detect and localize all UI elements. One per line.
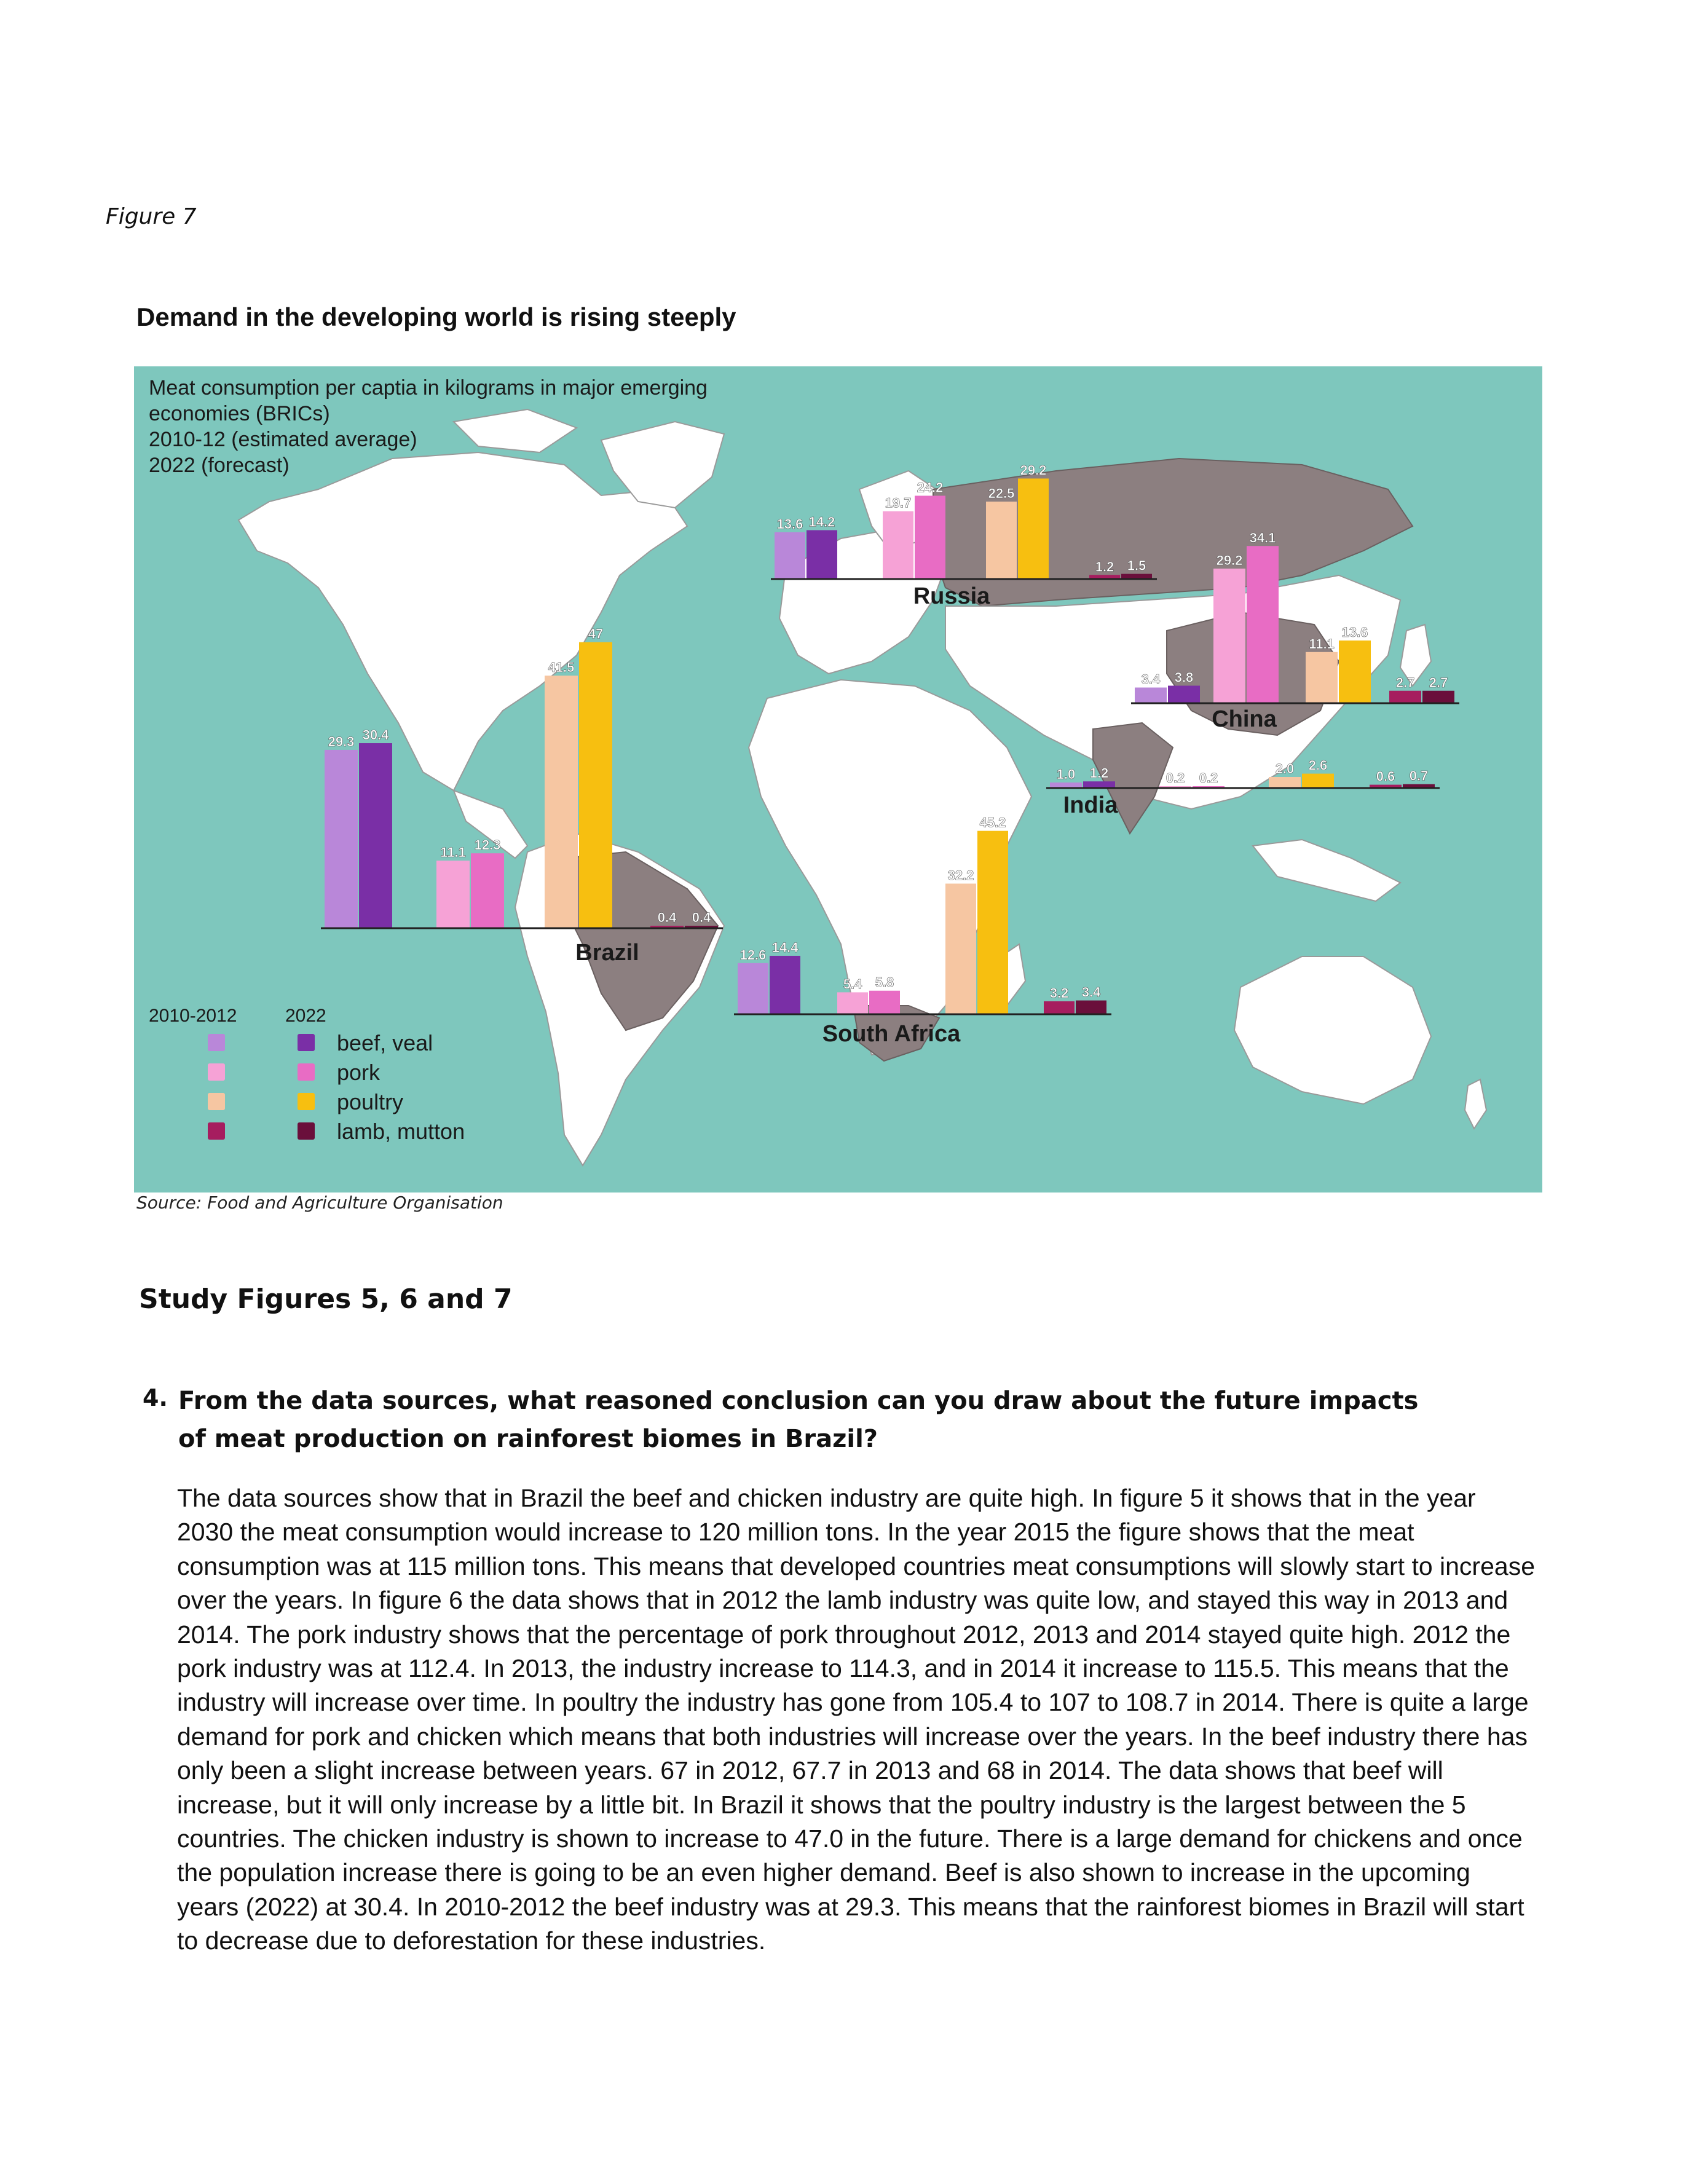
bar-china-pork-2022 [1247, 546, 1279, 703]
data-label-brazil: 12.3 [474, 837, 501, 853]
data-label-russia: 13.6 [776, 516, 803, 532]
country-label-india: India [1063, 792, 1118, 818]
bar-brazil-beef-veal-2010 [325, 750, 358, 928]
data-label-russia: 1.5 [1127, 558, 1146, 574]
data-label-india: 2.6 [1308, 757, 1328, 773]
data-label-india: 0.2 [1165, 770, 1185, 786]
data-label-china: 29.2 [1216, 553, 1243, 568]
data-label-south-africa: 5.8 [875, 974, 894, 990]
legend-swatch-lamb-2022 [298, 1122, 315, 1140]
legend-label-beef: beef, veal [337, 1030, 433, 1055]
legend-swatch-pork-2022 [298, 1063, 315, 1081]
data-label-russia: 19.7 [885, 495, 912, 511]
country-label-brazil: Brazil [575, 940, 639, 966]
data-label-south-africa: 5.4 [843, 976, 862, 992]
bar-south-africa-beef-veal-2010 [738, 963, 768, 1014]
study-heading: Study Figures 5, 6 and 7 [139, 1283, 513, 1315]
data-label-china: 13.6 [1341, 625, 1368, 640]
data-label-brazil: 30.4 [362, 727, 389, 743]
legend-swatch-lamb-2010 [208, 1122, 225, 1140]
bar-russia-pork-2010 [883, 511, 913, 579]
legend-swatch-poultry-2022 [298, 1093, 315, 1110]
data-label-china: 3.4 [1141, 671, 1161, 687]
bar-south-africa-beef-veal-2022 [770, 956, 800, 1014]
bar-south-africa-poultry-2010 [945, 883, 976, 1014]
bar-brazil-poultry-2022 [579, 642, 612, 928]
map-subtitle-line: Meat consumption per captia in kilograms in major emerging [149, 376, 708, 400]
map-subtitle-line: 2010-12 (estimated average) [149, 428, 417, 451]
data-label-brazil: 11.1 [440, 845, 466, 861]
data-label-india: 1.2 [1089, 765, 1109, 781]
map-subtitle [149, 375, 708, 478]
data-label-south-africa: 14.4 [771, 939, 799, 955]
legend-label-poultry: poultry [337, 1089, 404, 1114]
answer-text: The data sources show that in Brazil the beef and chicken industry are quite high. In figure 5 it shows that in the year 2030 the meat consumption would increase to 120 million tons. In the year 2015 the figure shows that the meat consumption was at 115 million tons. This means that developed countries meat consumptions will slowly start to increase over the years. In figure 6 the data shows that in 2012 the lamb industry was quite low, and stayed this way in 2013 and 2014. The pork industry shows that the percentage of pork throughout 2012, 2013 and 2014 stayed quite high. 2012 the pork industry was at 112.4. In 2013, the industry increase to 114.3, and in 2014 it increase to 115.5. This means that the industry will increase over time. In poultry the industry has gone from 105.4 to 107 to 108.7 in 2014. There is quite a large demand for pork and chicken which means that both industries will increase over the years. In the beef industry there has only been a slight increase between years. 67 in 2012, 67.7 in 2013 and 68 in 2014. The data shows that beef will increase, but it will only increase by a little bit. In Brazil it shows that the poultry industry is the largest between the 5 countries. The chicken industry is shown to increase to 47.0 in the future. There is a large demand for chickens and once the population increase there is going to be an even higher demand. Beef is also shown to increase in the upcoming years (2022) at 30.4. In 2010-2012 the beef industry was at 29.3. This means that the rainforest biomes in Brazil will start to decrease due to deforestation for these industries. [177, 1484, 1535, 1955]
question-text: From the data sources, what reasoned conclusion can you draw about the future impacts of meat production on rainforest biomes in Brazil? [178, 1387, 1419, 1453]
bar-china-lamb-mutton-2022 [1422, 691, 1454, 703]
bar-south-africa-pork-2010 [837, 992, 868, 1014]
data-label-south-africa: 3.4 [1081, 984, 1101, 1000]
bar-south-africa-poultry-2022 [977, 831, 1008, 1014]
figure-label: Figure 7 [106, 204, 197, 229]
data-label-russia: 22.5 [988, 486, 1015, 501]
bar-south-africa-lamb-mutton-2010 [1044, 1001, 1075, 1014]
data-label-india: 1.0 [1056, 767, 1076, 782]
data-label-india: 0.2 [1199, 770, 1218, 786]
bar-china-poultry-2010 [1306, 652, 1338, 703]
bar-india-poultry-2022 [1302, 774, 1334, 788]
legend-swatch-beef-2022 [298, 1034, 315, 1051]
bar-south-africa-pork-2022 [869, 991, 900, 1014]
legend-swatch-poultry-2010 [208, 1093, 225, 1110]
bric-map-chart [134, 366, 1542, 1193]
bar-brazil-poultry-2010 [545, 676, 578, 928]
source-note: Source: Food and Agriculture Organisation [136, 1193, 503, 1213]
figure-title: Demand in the developing world is rising steeply [136, 302, 736, 331]
data-label-india: 0.6 [1376, 768, 1395, 784]
data-label-south-africa: 45.2 [979, 814, 1006, 830]
data-label-south-africa: 32.2 [947, 867, 974, 883]
bar-russia-beef-veal-2010 [775, 532, 805, 579]
data-label-brazil: 0.4 [692, 910, 711, 926]
bar-china-poultry-2022 [1339, 641, 1371, 703]
bar-brazil-beef-veal-2022 [359, 743, 392, 928]
data-label-china: 2.7 [1395, 674, 1415, 690]
country-label-russia: Russia [913, 583, 990, 609]
country-label-south-africa: South Africa [822, 1021, 961, 1047]
bar-brazil-pork-2010 [436, 861, 470, 928]
data-label-india: 2.0 [1275, 761, 1295, 776]
data-label-china: 34.1 [1249, 530, 1276, 546]
question-number: 4. [143, 1384, 168, 1411]
data-label-south-africa: 12.6 [739, 947, 767, 963]
bar-india-beef-veal-2022 [1083, 781, 1115, 788]
data-label-india: 0.7 [1409, 768, 1429, 784]
legend-period-b: 2022 [285, 1006, 326, 1026]
bar-india-poultry-2010 [1269, 777, 1301, 788]
data-label-china: 3.8 [1174, 669, 1194, 685]
legend-label-pork: pork [337, 1060, 381, 1085]
bar-russia-poultry-2010 [986, 502, 1017, 579]
data-label-russia: 1.2 [1095, 559, 1114, 575]
data-label-russia: 29.2 [1020, 462, 1047, 478]
bar-russia-pork-2022 [915, 495, 945, 579]
bar-china-beef-veal-2010 [1135, 688, 1167, 704]
bar-south-africa-lamb-mutton-2022 [1076, 1001, 1106, 1014]
bar-china-beef-veal-2022 [1168, 686, 1200, 704]
data-label-brazil: 41.5 [548, 660, 575, 676]
country-label-china: China [1212, 706, 1277, 732]
bar-china-pork-2010 [1213, 569, 1245, 703]
data-label-brazil: 29.3 [328, 733, 355, 749]
legend-swatch-beef-2010 [208, 1034, 225, 1051]
data-label-brazil: 0.4 [657, 910, 677, 926]
map-subtitle-line: economies (BRICs) [149, 402, 330, 425]
data-label-china: 11.1 [1309, 636, 1335, 652]
data-label-russia: 24.2 [917, 479, 944, 495]
legend-label-lamb: lamb, mutton [337, 1119, 465, 1144]
data-label-south-africa: 3.2 [1049, 985, 1069, 1001]
data-label-brazil: 47 [588, 626, 604, 642]
map-subtitle-line: 2022 (forecast) [149, 454, 290, 477]
bar-russia-poultry-2022 [1018, 478, 1049, 579]
legend-period-a: 2010-2012 [149, 1006, 237, 1026]
bar-brazil-pork-2022 [471, 853, 504, 928]
data-label-china: 2.7 [1429, 674, 1448, 690]
bar-russia-beef-veal-2022 [807, 530, 837, 579]
bar-china-lamb-mutton-2010 [1389, 691, 1421, 703]
data-label-russia: 14.2 [808, 514, 835, 530]
legend-swatch-pork-2010 [208, 1063, 225, 1081]
